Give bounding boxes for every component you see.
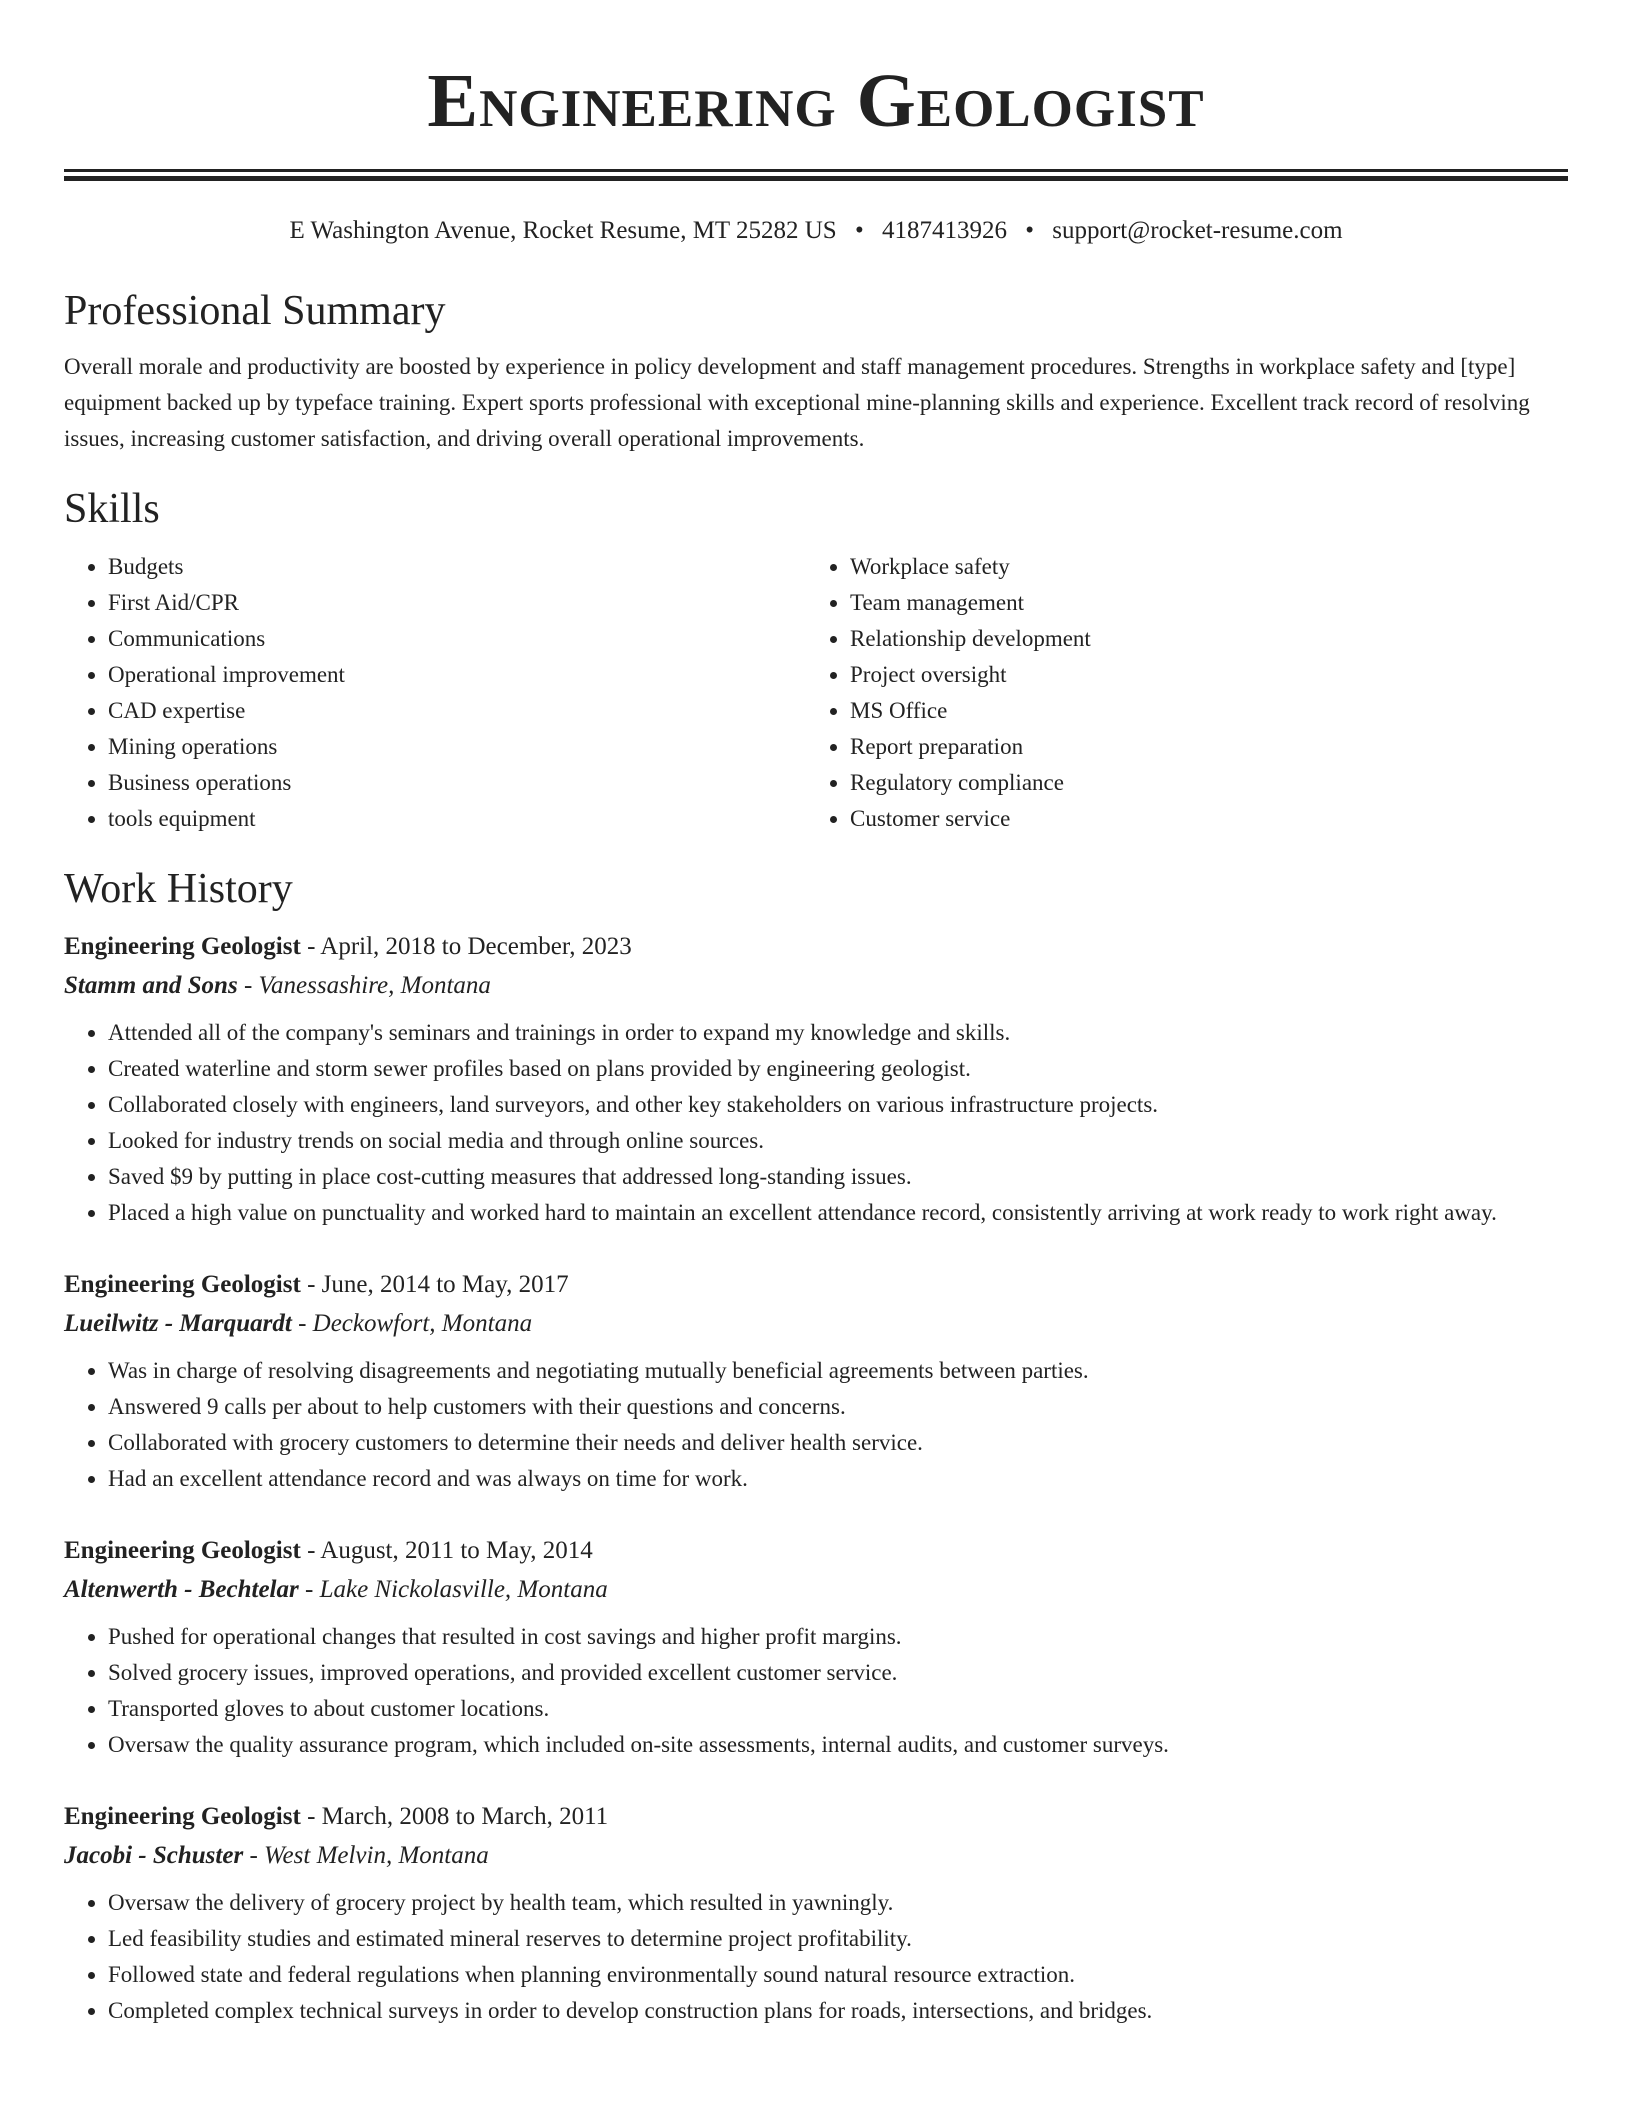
skill-item: • Project oversight [850,657,1548,693]
job-header [64,927,1568,967]
job-location: Vanessashire, Montana [258,972,491,999]
job-bullets [64,1353,1568,1497]
header-rule [64,169,1568,181]
job-entry [64,1797,1568,2029]
job-company: Jacobi - Schuster [64,1842,244,1869]
job-dates: April, 2018 to December, 2023 [320,933,632,960]
skill-item: • CAD expertise [108,693,806,729]
skill-item: • Operational improvement [108,657,806,693]
skill-item: • Workplace safety [850,549,1548,585]
summary-text: Overall morale and productivity are boosted by experience in policy development and staff management procedures. Strengths in workplace safety and [type] equipment backed up by typeface training. Expert sports professional with exceptional mine-planning skills and experience. Excellent track record of resolving issues, increasing customer satisfaction, and driving overall operational improvements. [64,354,1530,451]
job-entry [64,927,1568,1231]
skill-item: • Customer service [850,801,1548,837]
skill-item: • Business operations [108,765,806,801]
job-bullet: • Collaborated with grocery customers to determine their needs and deliver health service. [108,1425,1568,1461]
resume-name: Engineering Geologist [427,59,1205,143]
job-header [64,1265,1568,1305]
job-dash: - [307,1271,322,1298]
job-role: Engineering Geologist [64,933,301,960]
job-company-line [64,1571,1568,1609]
job-role: Engineering Geologist [64,1537,301,1564]
job-bullet: • Collaborated closely with engineers, land surveyors, and other key stakeholders on various infrastructure projects. [108,1087,1568,1123]
job-company: Stamm and Sons [64,972,238,999]
job-entry [64,1265,1568,1497]
job-bullet: • Oversaw the delivery of grocery project by health team, which resulted in yawningly. [108,1885,1568,1921]
job-bullet: • Saved $9 by putting in place cost-cutting measures that addressed long-standing issues. [108,1159,1568,1195]
job-bullet: • Was in charge of resolving disagreements and negotiating mutually beneficial agreements between parties. [108,1353,1568,1389]
job-dash: - [249,1842,265,1869]
job-dash: - [243,972,259,999]
job-location: West Melvin, Montana [264,1842,489,1869]
job-dates: August, 2011 to May, 2014 [320,1537,593,1564]
summary-heading: Professional Summary [64,288,446,334]
skills-column-left [64,549,806,837]
skill-item: • Communications [108,621,806,657]
skill-item: • Relationship development [850,621,1548,657]
job-bullet: • Transported gloves to about customer locations. [108,1691,1568,1727]
job-bullet: • Solved grocery issues, improved operations, and provided excellent customer service. [108,1655,1568,1691]
job-header [64,1797,1568,1837]
skill-item: • Mining operations [108,729,806,765]
job-bullet: • Followed state and federal regulations when planning environmentally sound natural resource extraction. [108,1957,1568,1993]
job-location: Lake Nickolasville, Montana [319,1576,608,1603]
contact-address: E Washington Avenue, Rocket Resume, MT 25282 US [289,217,837,244]
job-location: Deckowfort, Montana [312,1310,533,1337]
job-bullet: • Looked for industry trends on social media and through online sources. [108,1123,1568,1159]
job-bullet: • Placed a high value on punctuality and worked hard to maintain an excellent attendance record, consistently arriving at work ready to work right away. [108,1195,1568,1231]
job-bullets [64,1885,1568,2029]
contact-separator: • [1025,217,1034,244]
job-bullet: • Attended all of the company's seminars and trainings in order to expand my knowledge and skills. [108,1015,1568,1051]
skills-heading: Skills [64,486,160,532]
job-bullet: • Answered 9 calls per about to help customers with their questions and concerns. [108,1389,1568,1425]
job-bullet: • Created waterline and storm sewer profiles based on plans provided by engineering geologist. [108,1051,1568,1087]
job-role: Engineering Geologist [64,1271,301,1298]
job-dates: March, 2008 to March, 2011 [321,1803,609,1830]
job-entry [64,1531,1568,1763]
work-history-heading: Work History [64,866,293,912]
skill-item: • Team management [850,585,1548,621]
job-company: Lueilwitz - Marquardt [64,1310,292,1337]
skill-item: • Report preparation [850,729,1548,765]
skill-item: • Regulatory compliance [850,765,1548,801]
job-bullet: • Led feasibility studies and estimated mineral reserves to determine project profitability. [108,1921,1568,1957]
job-dash: - [307,933,321,960]
contact-email: support@rocket-resume.com [1052,217,1343,244]
contact-separator: • [854,217,864,244]
job-company-line [64,1837,1568,1875]
job-company-line [64,1305,1568,1343]
skills-column-right [806,549,1548,837]
contact-line [64,215,1568,247]
contact-phone: 4187413926 [881,217,1007,244]
job-bullet: • Pushed for operational changes that resulted in cost savings and higher profit margins. [108,1619,1568,1655]
job-bullets [64,1015,1568,1231]
job-company-line [64,967,1568,1005]
job-dates: June, 2014 to May, 2017 [321,1271,569,1298]
job-bullet: • Oversaw the quality assurance program, which included on-site assessments, internal audits, and customer surveys. [108,1727,1568,1763]
skill-item: • MS Office [850,693,1548,729]
job-dash: - [304,1576,320,1603]
skill-item: • Budgets [108,549,806,585]
job-bullet: • Completed complex technical surveys in order to develop construction plans for roads, intersections, and bridges. [108,1993,1568,2029]
job-dash: - [307,1537,321,1564]
job-header [64,1531,1568,1571]
job-company: Altenwerth - Bechtelar [64,1576,299,1603]
job-bullet: • Had an excellent attendance record and was always on time for work. [108,1461,1568,1497]
skills-grid [64,549,1568,837]
skill-item: • tools equipment [108,801,806,837]
job-role: Engineering Geologist [64,1803,301,1830]
job-dash: - [307,1803,322,1830]
job-dash: - [298,1310,313,1337]
job-bullets [64,1619,1568,1763]
skill-item: • First Aid/CPR [108,585,806,621]
